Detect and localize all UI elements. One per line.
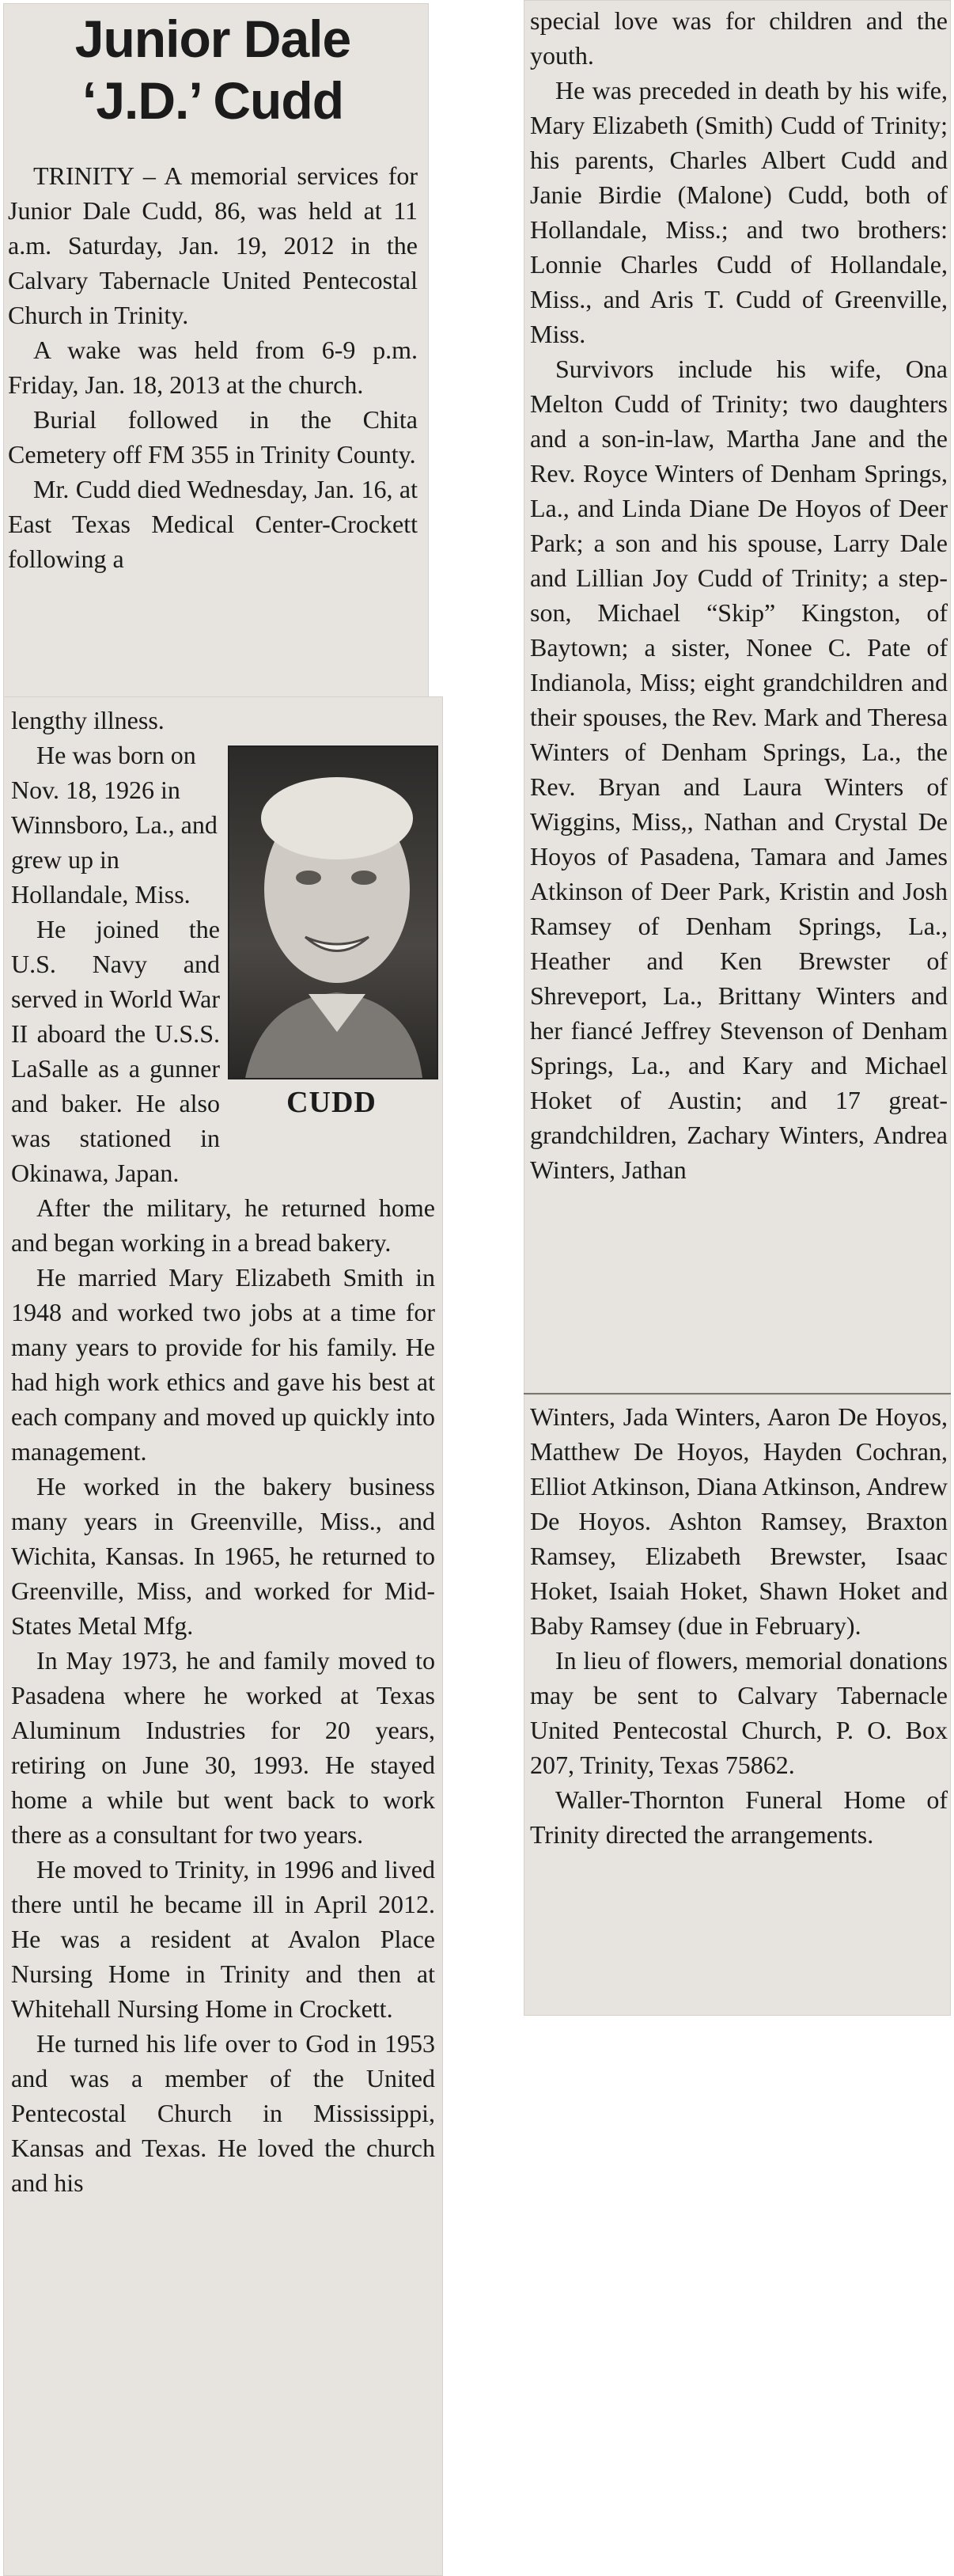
paragraph-continuation: lengthy illness.	[11, 706, 165, 734]
right-top-column	[530, 3, 948, 1187]
headline-block	[8, 8, 418, 131]
paragraph-burial: Burial followed in the Chita Cemetery off FM 355 in Trinity County.	[8, 405, 418, 469]
headline-line-1: Junior Dale	[74, 9, 351, 68]
paragraph-funeral-home: Waller-Thornton Funeral Home of Trinity directed the arrangements.	[530, 1785, 948, 1849]
paragraph-faith: He turned his life over to God in 1953 and was a member of the United Pentecostal Church in Mississippi, Kansas and Texas. He loved the church and his	[11, 2029, 435, 2197]
left-top-column	[8, 158, 418, 576]
portrait-photo	[228, 745, 438, 1079]
right-bottom-column	[530, 1399, 948, 1852]
paragraph-trinity: He moved to Trinity, in 1996 and lived there until he became ill in April 2012. He was a resident at Avalon Place Nursing Home in Trinity and then at Whitehall Nursing Home in Crockett.	[11, 1855, 435, 2023]
photo-block	[228, 745, 435, 1121]
paragraph-service: TRINITY – A memorial services for Junior Dale Cudd, 86, was held at 11 a.m. Saturday, Jan. 19, 2012 in the Calvary Tabernacle United Pentecostal Church in Trinity.	[8, 161, 418, 329]
paragraph-birth: He was born on Nov. 18, 1926 in Winnsboro, La., and grew up in Hollandale, Miss.	[11, 741, 218, 909]
paragraph-wake: A wake was held from 6-9 p.m. Friday, Jan. 18, 2013 at the church.	[8, 336, 418, 399]
paragraph-pasadena: In May 1973, he and family moved to Pasadena where he worked at Texas Aluminum Industries for 20 years, retiring on June 30, 1993. He stayed home a while but went back to work there as a consultant for two years.	[11, 1646, 435, 1849]
paragraph-preceded: He was preceded in death by his wife, Mary Elizabeth (Smith) Cudd of Trinity; his parents, Charles Albert Cudd and Janie Birdie (Malone) Cudd, both of Hollandale, Miss.; and two brothers: Lonnie Charles Cudd of Hollandale, Miss., and Aris T. Cudd of Greenville, Miss.	[530, 76, 948, 348]
paragraph-memorial-donations: In lieu of flowers, memorial donations may be sent to Calvary Tabernacle United Pentecostal Church, P. O. Box 207, Trinity, Texas 75862.	[530, 1646, 948, 1779]
paragraph-continuation-right: special love was for children and the youth.	[530, 6, 948, 70]
photo-caption: CUDD	[286, 1086, 377, 1119]
paragraph-marriage: He married Mary Elizabeth Smith in 1948 and worked two jobs at a time for many years to provide for his family. He had high work ethics and gave his best at each company and moved up quickly into management.	[11, 1263, 435, 1466]
clipping-divider	[524, 1393, 951, 1394]
paragraph-survivors: Survivors include his wife, Ona Melton Cudd of Trinity; two daughters and a son-in-law, Martha Jane and the Rev. Royce Winters of Denham Springs, La., and Linda Diane De Hoyos of Deer Park; a son and his spouse, Larry Dale and Lillian Joy Cudd of Trinity; a step-son, Michael “Skip” Kingston, of Baytown; a sister, Nonee C. Pate of Indianola, Miss; eight grandchildren and their spouses, the Rev. Mark and Theresa Winters of Denham Springs, La., the Rev. Bryan and Laura Winters of Wiggins, Miss,, Nathan and Crystal De Hoyos of Pasadena, Tamara and James Atkinson of Deer Park, Kristin and Josh Ramsey of Denham Springs, La., Heather and Ken Brewster of Shreveport, La., Brittany Winters and her fiancé Jeffrey Stevenson of Denham Springs, La., and Kary and Michael Hoket of Austin; and 17 great-grandchildren, Zachary Winters, Andrea Winters, Jathan	[530, 355, 948, 1184]
paragraph-death: Mr. Cudd died Wednesday, Jan. 16, at East Texas Medical Center-Crockett following a	[8, 475, 418, 573]
left-bottom-column	[11, 703, 435, 2200]
paragraph-bakery-business: He worked in the bakery business many years in Greenville, Miss., and Wichita, Kansas. In 1965, he returned to Greenville, Miss, and worked for Mid-States Metal Mfg.	[11, 1472, 435, 1640]
paragraph-bakery: After the military, he returned home and began working in a bread bakery.	[11, 1193, 435, 1257]
paragraph-grandchildren-continued: Winters, Jada Winters, Aaron De Hoyos, Matthew De Hoyos, Hayden Cochran, Elliot Atkinson, Diana Atkinson, Andrew De Hoyos. Ashton Ramsey, Braxton Ramsey, Elizabeth Brewster, Isaac Hoket, Isaiah Hoket, Shawn Hoket and Baby Ramsey (due in February).	[530, 1402, 948, 1640]
paragraph-navy: He joined the U.S. Navy and served in World War II aboard the U.S.S. LaSalle as a gunner and baker. He also was stationed in Okinawa, Japan.	[11, 915, 220, 1187]
headline-line-2: ‘J.D.’ Cudd	[81, 71, 344, 130]
portrait-illustration	[229, 747, 437, 1078]
